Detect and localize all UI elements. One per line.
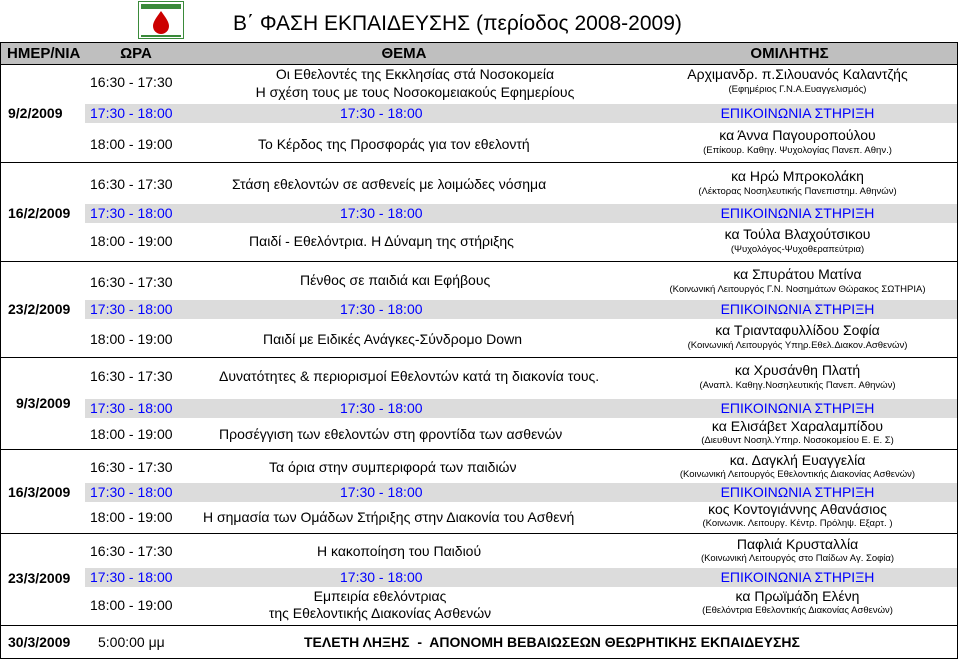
speaker-name: κα. Δαγκλή Ευαγγελία: [729, 452, 866, 468]
session-time: 18:00 - 19:00: [90, 233, 173, 249]
band-time: 17:30 - 18:00: [90, 205, 173, 221]
band-time-repeat: 17:30 - 18:00: [340, 301, 423, 317]
header-topic-cell: [186, 43, 622, 64]
closing-time: 5:00:00 μμ: [98, 634, 165, 650]
speaker-name: Αρχιμανδρ. π.Σιλουανός Καλαντζής: [687, 66, 908, 82]
session-topic: Στάση εθελοντών σε ασθενείς με λοιμώδες νόσημα: [232, 176, 547, 192]
session-time: 16:30 - 17:30: [90, 543, 173, 559]
speaker-role: (Κοινωνική Λειτουργός Υπηρ.Εθελ.Διακον.Ασθενών): [687, 340, 908, 351]
session-date: 9/2/2009: [8, 105, 63, 121]
session-time: 16:30 - 17:30: [90, 74, 173, 90]
speaker-role: (Εφημέριος Γ.Ν.Α.Ευαγγελισμός): [728, 84, 867, 95]
band-label: ΕΠΙΚΟΙΝΩΝΙΑ ΣΤΗΡΙΞΗ: [720, 484, 875, 500]
speaker-name: κα Ηρώ Μπροκολάκη: [731, 168, 864, 184]
speaker-name: κα Σπυράτου Ματίνα: [733, 266, 862, 282]
band-label: ΕΠΙΚΟΙΝΩΝΙΑ ΣΤΗΡΙΞΗ: [720, 205, 875, 221]
session-topic: Το Κέρδος της Προσφοράς για τον εθελοντή: [258, 136, 530, 152]
session-time: 18:00 - 19:00: [90, 331, 173, 347]
header-date: ΗΜΕΡ/ΝΙΑ: [7, 45, 81, 62]
organization-logo: [138, 1, 184, 39]
speaker-role: (Εθελόντρια Εθελοντικής Διακονίας Ασθενών): [702, 605, 893, 616]
band-time: 17:30 - 18:00: [90, 105, 173, 121]
session-time: 18:00 - 19:00: [90, 426, 173, 442]
header-speaker: ΟΜΙΛΗΤΗΣ: [750, 45, 829, 62]
speaker-name: κα Τριανταφυλλίδου Σοφία: [715, 322, 880, 338]
speaker-name: κα Χρυσάνθη Πλατή: [734, 362, 861, 378]
session-time: 18:00 - 19:00: [90, 597, 173, 613]
band-label: ΕΠΙΚΟΙΝΩΝΙΑ ΣΤΗΡΙΞΗ: [720, 301, 875, 317]
speaker-role: (Κοινωνική Λειτουργός Γ.Ν. Νοσημάτων Θώρακος ΣΩΤΗΡΙΑ): [669, 284, 926, 295]
closing-ceremony-text: ΤΕΛΕΤΗ ΛΗΞΗΣ - ΑΠΟΝΟΜΗ ΒΕΒΑΙΩΣΕΩΝ ΘΕΩΡΗΤΙΚΗΣ ΕΚΠΑΙΔΕΥΣΗΣ: [304, 634, 800, 650]
row-divider: [0, 64, 958, 65]
speaker-name: κα Τούλα Βλαχούτσικου: [724, 226, 871, 242]
speaker-name: κα Ελισάβετ Χαραλαμπίδου: [711, 418, 884, 434]
session-time: 16:30 - 17:30: [90, 176, 173, 192]
speaker-role: (Κοινωνική Λειτουργός στο Παίδων Αγ. Σοφία): [700, 553, 895, 564]
session-time: 18:00 - 19:00: [90, 136, 173, 152]
session-topic: Δυνατότητες & περιορισμοί Εθελοντών κατά τη διακονία τους.: [219, 368, 600, 384]
band-time-repeat: 17:30 - 18:00: [340, 205, 423, 221]
session-topic: Παιδί με Ειδικές Ανάγκες-Σύνδρομο Down: [263, 331, 522, 347]
session-time: 16:30 - 17:30: [90, 459, 173, 475]
band-time-repeat: 17:30 - 18:00: [340, 569, 423, 585]
band-label: ΕΠΙΚΟΙΝΩΝΙΑ ΣΤΗΡΙΞΗ: [720, 105, 875, 121]
header-time: ΩΡΑ: [120, 45, 152, 62]
row-divider: [0, 357, 958, 358]
speaker-name: Παφλιά Κρυσταλλία: [736, 536, 859, 552]
session-topic: Οι Εθελοντές της Εκκλησίας στά Νοσοκομεία: [275, 66, 555, 82]
session-date: 16/2/2009: [8, 205, 71, 221]
session-date: 16/3/2009: [8, 484, 71, 500]
closing-date: 30/3/2009: [8, 634, 71, 650]
band-label: ΕΠΙΚΟΙΝΩΝΙΑ ΣΤΗΡΙΞΗ: [720, 400, 875, 416]
speaker-role: (Κοινωνικ. Λειτουργ. Κέντρ. Πρόληψ. Εξαρτ. ): [702, 518, 893, 529]
row-divider: [0, 449, 958, 450]
session-time: 16:30 - 17:30: [90, 274, 173, 290]
speaker-name: κος Κοντογιάννης Αθανάσιος: [708, 501, 887, 517]
session-time: 16:30 - 17:30: [90, 368, 173, 384]
band-time-repeat: 17:30 - 18:00: [340, 484, 423, 500]
speaker-role: (Λέκτορας Νοσηλευτικής Πανεπιστημ. Αθηνών): [698, 186, 897, 197]
session-topic: Προσέγγιση των εθελοντών στη φροντίδα των ασθενών: [219, 426, 563, 442]
session-topic: Εμπειρία εθελόντριας: [313, 588, 447, 604]
speaker-role: (Κοινωνική Λειτουργός Εθελοντικής Διακονίας Ασθενών): [679, 469, 916, 480]
band-label: ΕΠΙΚΟΙΝΩΝΙΑ ΣΤΗΡΙΞΗ: [720, 569, 875, 585]
row-divider: [0, 625, 958, 626]
session-topic: Η κακοποίηση του Παιδιού: [317, 543, 482, 559]
band-time: 17:30 - 18:00: [90, 484, 173, 500]
header-speaker-cell: [622, 43, 957, 64]
session-topic: Πένθος σε παιδιά και Εφήβους: [300, 272, 491, 288]
header-time-cell: [86, 43, 186, 64]
session-date: 23/3/2009: [8, 570, 71, 586]
session-topic: Παιδί - Εθελόντρια. Η Δύναμη της στήριξης: [249, 233, 514, 249]
speaker-role: (Διευθυντ Νοσηλ.Υπηρ. Νοσοκομείου Ε. Ε. Σ): [701, 435, 894, 446]
band-time: 17:30 - 18:00: [90, 569, 173, 585]
session-topic: Τα όρια στην συμπεριφορά των παιδιών: [269, 459, 517, 475]
band-time: 17:30 - 18:00: [90, 301, 173, 317]
speaker-role: (Αναπλ. Καθηγ.Νοσηλευτικής Πανεπ. Αθηνών): [699, 380, 896, 391]
session-time: 18:00 - 19:00: [90, 509, 173, 525]
row-divider: [0, 533, 958, 534]
session-topic: Η σημασία των Ομάδων Στήριξης στην Διακονία του Ασθενή: [203, 509, 575, 525]
session-date: 9/3/2009: [16, 395, 71, 411]
speaker-role: (Επίκουρ. Καθηγ. Ψυχολογίας Πανεπ. Αθην.): [703, 145, 892, 156]
speaker-name: κα Πρωϊμάδη Ελένη: [735, 588, 860, 604]
session-topic: Η σχέση τους με τους Νοσοκομειακούς Εφημερίους: [255, 84, 575, 100]
header-date-cell: [1, 43, 86, 64]
speaker-role: (Ψυχολόγος-Ψυχοθεραπεύτρια): [730, 244, 865, 255]
logo-graphic: [138, 1, 184, 39]
speaker-name: κα Άννα Παγουροπούλου: [719, 127, 876, 143]
page-title: Β΄ ΦΑΣΗ ΕΚΠΑΙΔΕΥΣΗΣ (περίοδος 2008-2009): [233, 12, 682, 35]
header-topic: ΘΕΜΑ: [381, 45, 427, 62]
row-divider: [0, 261, 958, 262]
row-divider: [0, 162, 958, 163]
band-time-repeat: 17:30 - 18:00: [340, 105, 423, 121]
session-topic: της Εθελοντικής Διακονίας Ασθενών: [268, 605, 492, 621]
session-date: 23/2/2009: [8, 301, 71, 317]
band-time: 17:30 - 18:00: [90, 400, 173, 416]
band-time-repeat: 17:30 - 18:00: [340, 400, 423, 416]
